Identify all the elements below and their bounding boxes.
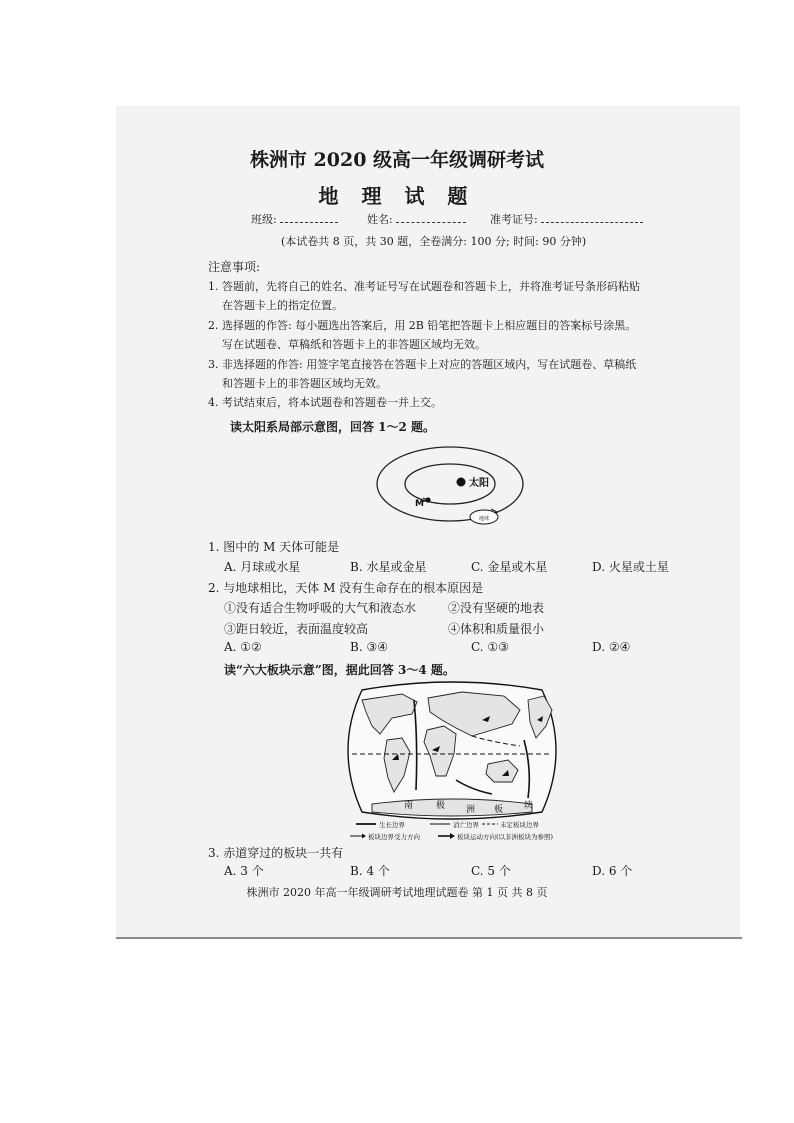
legend-motion-arrowhead — [450, 833, 455, 839]
q1-option-d: D. 火星或土星 — [592, 560, 669, 574]
landmass-antarctica — [372, 799, 532, 816]
legend-ridge-label: 生长边界 — [379, 821, 405, 829]
legend-motion-label: 板块运动方向(以非洲板块为参照) — [457, 833, 554, 841]
exam-no-field — [490, 211, 643, 227]
class-blank — [280, 213, 338, 223]
map-label-ji: 极 — [436, 801, 446, 811]
legend-force-label: 板块边界受力方向 — [368, 833, 420, 841]
class-label: 班级: — [251, 213, 277, 226]
q3-option-d: D. 6 个 — [592, 864, 633, 878]
plate-map — [332, 680, 572, 840]
note-line: 2. 选择题的作答: 每小题选出答案后，用 2B 铅笔把答题卡上相应题目的答案标号涂黑。 — [208, 319, 637, 332]
exam-title: 株洲市 2020 级高一年级调研考试 — [249, 149, 545, 171]
q3-option-b: B. 4 个 — [350, 864, 390, 878]
legend-force-arrowhead — [362, 834, 366, 839]
q1-option-b: B. 水星或金星 — [350, 560, 427, 574]
note-line: 写在试题卷、草稿纸和答题卡上的非答题区域均无效。 — [222, 338, 486, 351]
map-label-zhou: 洲 — [466, 805, 476, 815]
exam-subtitle: 地 理 试 题 — [318, 184, 476, 208]
note-line: 3. 非选择题的作答: 用签字笔直接答在答题卡上对应的答题区域内，写在试题卷、草稿纸 — [208, 358, 637, 371]
legend-trench-label: 消亡边界 — [453, 821, 479, 829]
name-label: 姓名: — [367, 213, 393, 226]
q3-stem: 3. 赤道穿过的板块一共有 — [208, 846, 344, 860]
q2-option-c: C. ①③ — [471, 640, 509, 654]
earth-label: 地球 — [479, 516, 490, 522]
map-label-ban: 板 — [494, 805, 504, 815]
q3-option-c: C. 5 个 — [471, 864, 511, 878]
q2-option-a: A. ①② — [224, 640, 262, 654]
q2-option-d: D. ②④ — [592, 640, 631, 654]
outer-orbit — [377, 447, 523, 521]
q2-statement-3: ③距日较近，表面温度较高 — [224, 622, 369, 636]
section1-intro: 读太阳系局部示意图，回答 1～2 题。 — [230, 420, 436, 434]
note-line: 1. 答题前，先将自己的姓名、准考证号写在试题卷和答题卡上，并将准考证号条形码粘贴 — [208, 280, 640, 293]
class-field — [251, 211, 338, 227]
legend-undetermined-label: 未定板块边界 — [500, 821, 539, 829]
notes-heading: 注意事项: — [208, 260, 261, 274]
sun-label: 太阳 — [469, 478, 489, 489]
q3-option-a: A. 3 个 — [224, 864, 264, 878]
q1-stem: 1. 图中的 M 天体可能是 — [208, 540, 340, 554]
exam-no-blank — [541, 213, 643, 223]
q1-option-a: A. 月球或水星 — [224, 560, 301, 574]
map-legend — [348, 820, 578, 842]
note-line: 和答题卡上的非答题区域均无效。 — [222, 377, 387, 390]
q2-option-b: B. ③④ — [350, 640, 388, 654]
solar-system-figure — [370, 444, 530, 534]
map-label-kuai: 块 — [524, 801, 534, 811]
page-edge-line — [116, 937, 742, 939]
map-label-nan: 南 — [404, 801, 414, 811]
exam-info: (本试卷共 8 页，共 30 题，全卷满分: 100 分; 时间: 90 分钟) — [281, 235, 587, 248]
exam-no-label: 准考证号: — [490, 213, 538, 226]
name-field — [367, 211, 466, 227]
name-blank — [396, 213, 466, 223]
section2-intro: 读“六大板块示意”图，据此回答 3～4 题。 — [224, 663, 455, 677]
q1-option-c: C. 金星或木星 — [471, 560, 548, 574]
q2-statement-1: ①没有适合生物呼吸的大气和液态水 — [224, 601, 417, 615]
note-line: 4. 考试结束后，将本试题卷和答题卷一并上交。 — [208, 396, 442, 409]
m-label: M — [415, 499, 424, 509]
q2-statement-4: ④体积和质量很小 — [448, 622, 545, 636]
sun-dot — [457, 478, 466, 487]
note-line: 在答题卡上的指定位置。 — [222, 299, 343, 312]
page-footer: 株洲市 2020 年高一年级调研考试地理试题卷 第 1 页 共 8 页 — [246, 886, 548, 899]
q2-stem: 2. 与地球相比，天体 M 没有生命存在的根本原因是 — [208, 581, 484, 595]
q2-statement-2: ②没有坚硬的地表 — [448, 601, 545, 615]
